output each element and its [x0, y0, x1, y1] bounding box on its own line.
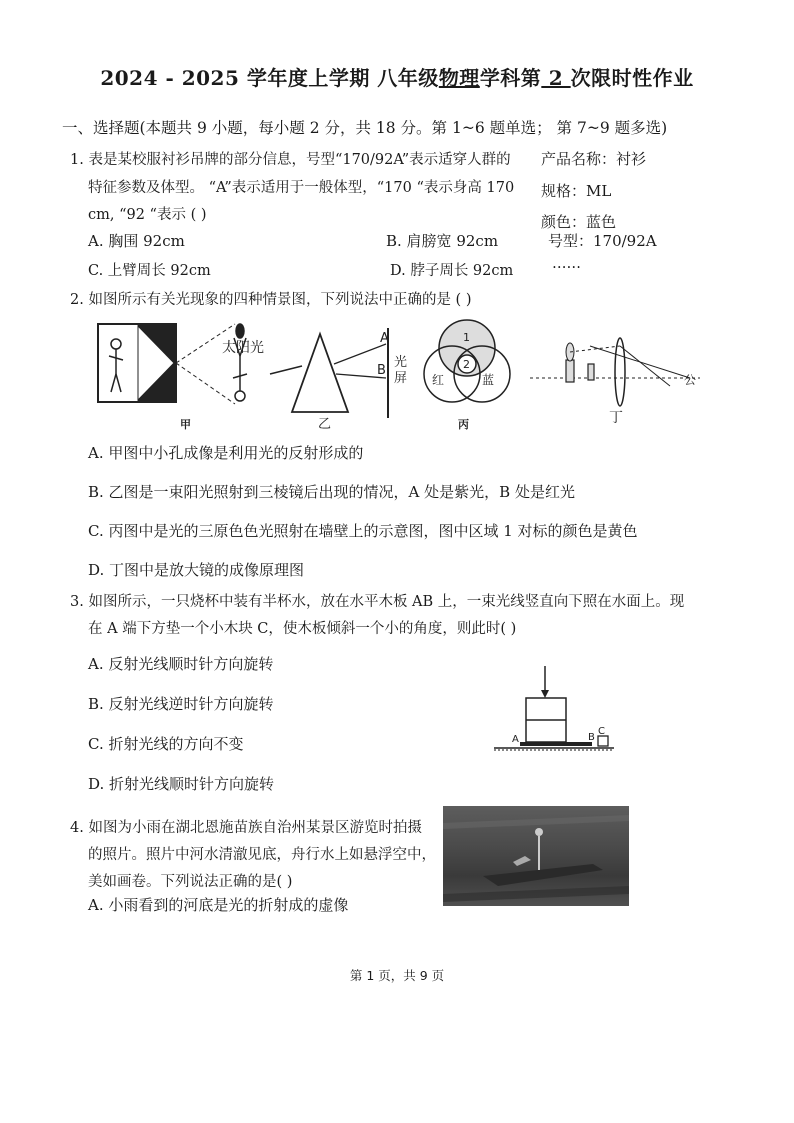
- label-a: A: [380, 331, 389, 346]
- q2-option-c: C. 丙图中是光的三原色色光照射在墙壁上的示意图，图中区域 1 对标的颜色是黄色: [88, 522, 638, 540]
- wood-block-c: [598, 736, 608, 746]
- caption-jia: 甲: [180, 418, 191, 431]
- label-screen-2: 屏: [394, 371, 408, 386]
- q1-option-a: A. 胸围 92cm: [88, 232, 185, 250]
- arrow-down-icon: [541, 690, 549, 698]
- q3-figure: [490, 662, 620, 752]
- label-a: A: [512, 734, 519, 745]
- caption-yi: 乙: [318, 417, 332, 432]
- q2-figure: [90, 316, 710, 434]
- wood-board: [520, 742, 592, 746]
- q3-option-c: C. 折射光线的方向不变: [88, 735, 244, 753]
- title-number: 2: [541, 66, 571, 90]
- label-c: C: [598, 726, 605, 737]
- label-focus: 公: [684, 373, 697, 387]
- q1-line2: 特征参数及体型。 “A”表示适用于一般体型，“170 “表示身高 170: [88, 180, 515, 196]
- label-b: B: [377, 363, 386, 378]
- figure-jia: [98, 324, 247, 404]
- label-blue: 蓝: [482, 373, 495, 387]
- figure-yi: [222, 328, 407, 418]
- label-sunlight: 太阳光: [222, 340, 264, 356]
- figure-bing: [424, 320, 510, 402]
- tag-size: 号型：170/92A: [548, 232, 657, 250]
- prism: [292, 334, 348, 412]
- title-part-3: 次限时性作业: [570, 66, 694, 90]
- q2-option-b: B. 乙图是一束阳光照射到三棱镜后出现的情况，A 处是紫光，B 处是红光: [88, 483, 575, 501]
- q3-option-a: A. 反射光线顺时针方向旋转: [88, 655, 274, 673]
- q1-option-b: B. 肩膀宽 92cm: [386, 232, 499, 250]
- title-part-2: 学科第: [479, 66, 542, 90]
- q3-option-d: D. 折射光线顺时针方向旋转: [88, 775, 275, 793]
- tag-spec: 规格：ML: [541, 182, 612, 200]
- figure-ding: [530, 338, 700, 406]
- label-region-1: 1: [463, 331, 470, 344]
- candle-person-icon: [233, 324, 247, 401]
- page-footer: 第 1 页，共 9 页: [349, 968, 445, 983]
- q4-line2: 的照片。照片中河水清澈见底，舟行水上如悬浮空中，: [88, 847, 436, 863]
- label-screen-1: 光: [394, 355, 408, 370]
- section-heading: 一、选择题(本题共 9 小题，每小题 2 分，共 18 分。第 1~6 题单选； 第 7~9 题多选): [62, 119, 668, 137]
- caption-ding: 丁: [609, 410, 623, 426]
- q2-option-a: A. 甲图中小孔成像是利用光的反射形成的: [88, 444, 364, 462]
- q1-line3: cm, “92 “表示 ( ): [88, 207, 207, 223]
- label-b: B: [588, 732, 595, 743]
- q3-option-b: B. 反射光线逆时针方向旋转: [88, 695, 274, 713]
- q1-option-c: C. 上臂周长 92cm: [88, 263, 211, 279]
- tag-color: 颜色：蓝色: [541, 213, 617, 231]
- caption-bing: 丙: [458, 418, 469, 431]
- q3-line2: 在 A 端下方垫一个小木块 C，使木板倾斜一个小的角度，则此时( ): [88, 621, 517, 637]
- label-red: 红: [432, 373, 445, 387]
- q3-line1: 3. 如图所示，一只烧杯中装有半杯水，放在水平木板 AB 上，一束光线竖直向下照在水面上。现: [70, 594, 685, 610]
- title-part-1: 2024 - 2025 学年度上学期 八年级: [100, 66, 439, 90]
- q1-option-d: D. 脖子周长 92cm: [390, 263, 514, 279]
- sunlight-ray: [270, 366, 302, 374]
- q4-line1: 4. 如图为小雨在湖北恩施苗族自治州某景区游览时拍摄: [70, 820, 422, 836]
- label-region-2: 2: [463, 358, 470, 371]
- q1-line1: 1. 表是某校服衬衫吊牌的部分信息，号型“170/92A”表示适穿人群的: [70, 152, 511, 168]
- tag-name: 产品名称：衬衫: [541, 150, 647, 168]
- scenic-river-photo: [443, 806, 629, 906]
- tag-more: ……: [552, 256, 581, 272]
- boat-icon: [483, 864, 603, 886]
- q4-line3: 美如画卷。下列说法正确的是( ): [88, 874, 293, 890]
- q4-option-a: A. 小雨看到的河底是光的折射成的虚像: [88, 896, 349, 914]
- page-title: [0, 62, 794, 91]
- q2-option-d: D. 丁图中是放大镜的成像原理图: [88, 561, 305, 579]
- title-subject: 物理: [438, 66, 480, 90]
- q2-stem: 2. 如图所示有关光现象的四种情景图，下列说法中正确的是 ( ): [70, 292, 472, 308]
- boat-illustration: [443, 806, 629, 906]
